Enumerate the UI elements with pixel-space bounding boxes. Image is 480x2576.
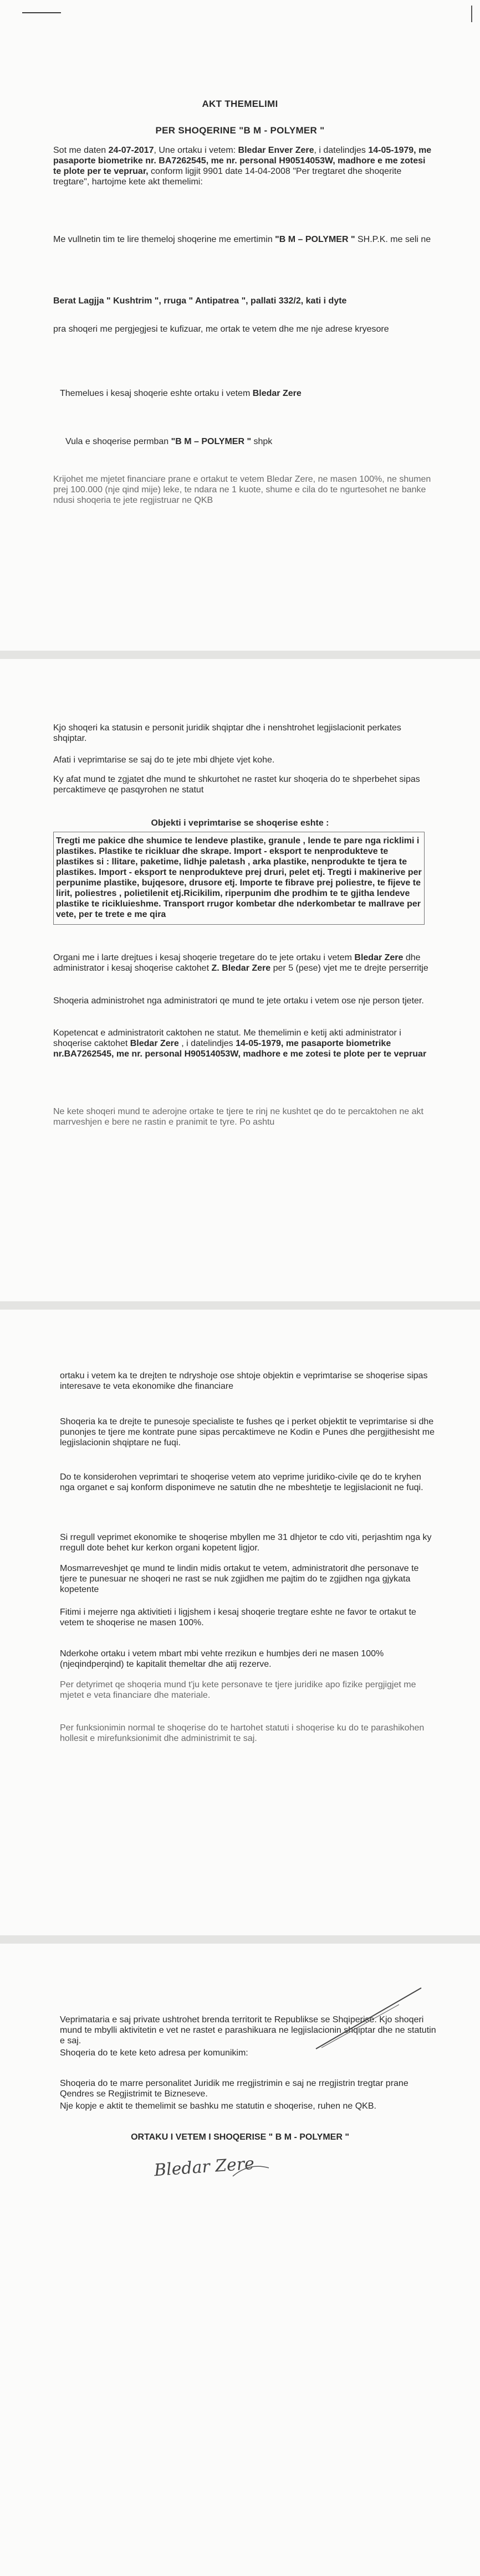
document-title: AKT THEMELIMI (202, 99, 278, 109)
administrator-paragraph: Kopetencat e administratorit caktohen ne statut. Me themelimin e ketij akti administrator i shoqerise caktohet Bledar Zere , i datelindjes 14-05-1979, me pasaporte biometrike nr.BA7262545, me nr. personal H90514053W, madhore e me zotesi te plote per te vepruar (53, 1028, 427, 1059)
addresses-paragraph: Shoqeria do te kete keto adresa per komunikim: (60, 2048, 248, 2058)
founder-paragraph: Themelues i kesaj shoqerie eshte ortaku i vetem Bledar Zere (60, 389, 302, 398)
capital-paragraph: Krijohet me mjetet financiare prane e ortakut te vetem Bledar Zere, ne masen 100%, ne shumen prej 100.000 (nje qind mije) leke, te ndara ne 1 kuote, shume e cila do te ngurtesohet ne banke ndusi shoqeria te jete regjistruar ne QKB (53, 475, 431, 505)
governing-body-paragraph: Organi me i larte drejtues i kesaj shoqerie tregetare do te jete ortaku i vetem Bledar Zere dhe administrator i kesaj shoqerise caktohet Z. Bledar Zere per 5 (pese) vjet me te drejte perserritje (53, 953, 428, 973)
obligations-paragraph: Per detyrimet qe shoqeria mund t'ju kete personave te tjere juridike apo fizike pergjigjet me mjetet e veta financiare dhe materiale. (60, 1680, 416, 1700)
intro-paragraph: Sot me daten 24-07-2017, Une ortaku i vetem: Bledar Enver Zere, i datelindjes 14-05-1979, me pasaporte biometrike nr. BA7262545, me nr. personal H90514053W, madhore e me zotesi te plote per te vepruar, conform ligjit 9901 date 14-04-2008 "Per tregtaret dhe shoqerite tregtare", hartojme kete akt themelimi: (53, 146, 432, 187)
legal-acts-paragraph: Do te konsiderohen veprimtari te shoqerise vetem ato veprime juridiko-civile qe do te kryhen nga organet e saj konform disponimeve ne satutin dhe ne mbeshtetje te legjislacionit ne fuqi. (60, 1472, 423, 1492)
document-subtitle: PER SHOQERINE "B M - POLYMER " (155, 125, 325, 136)
page-gap (0, 1301, 480, 1310)
new-partners-paragraph: Ne kete shoqeri mund te aderojne ortake te tjere te rinj ne kushtet qe do te percaktohen ne akt marrveshjen e bere ne rastin e pranimit te tyre. Po ashtu (53, 1107, 423, 1127)
document-page-2 (0, 659, 480, 1301)
duration-paragraph: Afati i veprimtarise se saj do te jete mbi dhjete vjet kohe. (53, 755, 275, 765)
svg-text:Bledar Zere: Bledar Zere (153, 2153, 255, 2181)
statute-paragraph: Per funksionimin normal te shoqerise do te hartohet statuti i shoqerise ku do te parashikohen hollesit e mirefunksionimit dhe administrimit te saj. (60, 1723, 425, 1743)
document-page-3 (0, 1310, 480, 1935)
objective-body: Tregti me pakice dhe shumice te lendeve plastike, granule , lende te pare nga ricklimi i plastikes. Plastike te ricikluar dhe skrape. Import - eksport te nenprodukteve te plastikes si : llitare, paketime, lidhje paletash , arka plastike, nenprodukte te tjera te plastikes. Import - eksport te nenprodukteve prej druri, pelet etj. Tregti i makinerive per perpunime plastike, bujqesore, drusore etj. Importe te fibrave prej poliestre, te fijeve te lirit, poliestres , polietilenit etj.Ricikilim, riperpunim dhe prodhim te te gjitha lendeve plastike te ricikluieshme. Transport rrugor kombetar dhe nderkombetar te mallrave per vete, per te trete e me qira (56, 836, 422, 919)
territory-paragraph: Veprimataria e saj private ushtrohet brenda territorit te Republikse se Shqiperise. Kjo shoqeri mund te mbylli aktivitetin e vet ne rastet e parashikuara ne legjislacionin shqiptar dhe ne statutin e saj. (60, 2015, 436, 2046)
registration-paragraph: Shoqeria do te marre personalitet Juridik me rregjistrimin e saj ne rregjistrin tregtar prane Qendres se Regjistrimit te Bizneseve. (60, 2079, 408, 2099)
fiscal-year-paragraph: Si rregull veprimet ekonomike te shoqerise mbyllen me 31 dhjetor te cdo viti, perjashtim nga ky rregull dote behet kur kerkon organi kopetent ligjor. (60, 1533, 432, 1553)
seal-paragraph: Vula e shoqerise permban "B M – POLYMER " shpk (65, 437, 273, 446)
company-type-paragraph: pra shoqeri me pergjegjesi te kufizuar, me ortak te vetem dhe me nje adrese kryesore (53, 324, 389, 334)
handwritten-signature (150, 2146, 277, 2185)
employment-paragraph: Shoqeria ka te drejte te punesoje specialiste te fushes qe i perket objektit te veprimtarise si dhe punonjes te tjere me kontrate pune sipas percaktimeve ne Kodin e Punes dhe pergjithesisht me legjislacionin shqiptare ne fuqi. (60, 1417, 435, 1447)
profit-paragraph: Fitimi i mejerre nga aktivitieti i ligjshem i kesaj shoqerie tregtare eshte ne favor te ortakut te vetem te shoqerise ne masen 100%. (60, 1608, 416, 1627)
page-gap (0, 651, 480, 659)
document-page-1 (0, 0, 480, 651)
disputes-paragraph: Mosmarreveshjet qe mund te lindin midis ortakut te vetem, administratorit dhe personave te tjere te punesuar ne shoqeri ne rast se nuk zgjidhen me pajtim do te zgjidhen nga gjykata kopetente (60, 1564, 419, 1594)
objective-change-paragraph: ortaku i vetem ka te drejten te ndryshoje ose shtoje objektin e veprimtarise se shoqerise sipas interesave te veta ekonomike dhe financiare (60, 1371, 428, 1391)
objective-box (53, 832, 425, 925)
company-address: Berat Lagjja " Kushtrim ", rruga " Antipatrea ", pallati 332/2, kati i dyte (53, 296, 347, 306)
risk-paragraph: Nderkohe ortaku i vetem mbart mbi vehte rrezikun e humbjes deri ne masen 100% (njeqindperqind) te kapitalit themeltar dhe atij rezerve. (60, 1649, 384, 1669)
page-gap (0, 1935, 480, 1944)
closing-signatory-title: ORTAKU I VETEM I SHOQERISE " B M - POLYMER " (131, 2132, 349, 2142)
document-page-4 (0, 1944, 480, 2576)
objective-title: Objekti i veprimtarise se shoqerise eshte : (151, 818, 329, 828)
scan-mark (22, 12, 61, 13)
legal-status-paragraph: Kjo shoqeri ka statusin e personit juridik shqiptar dhe i nenshtrohet legjislacionit perkates shqiptar. (53, 723, 401, 743)
page-corner-mark (461, 6, 472, 22)
company-name-paragraph: Me vullnetin tim te lire themeloj shoqerine me emertimin "B M – POLYMER " SH.P.K. me seli ne (53, 235, 431, 244)
administration-paragraph: Shoqeria administrohet nga administratori qe mund te jete ortaku i vetem ose nje person tjeter. (53, 996, 424, 1006)
copy-paragraph: Nje kopje e aktit te themelimit se bashku me statutin e shoqerise, ruhen ne QKB. (60, 2101, 376, 2111)
stamp-stroke (310, 1982, 432, 2054)
extension-paragraph: Ky afat mund te zgjatet dhe mund te shkurtohet ne rastet kur shoqeria do te shperbehet sipas percaktimeve qe pasqyrohen ne statut (53, 775, 420, 795)
